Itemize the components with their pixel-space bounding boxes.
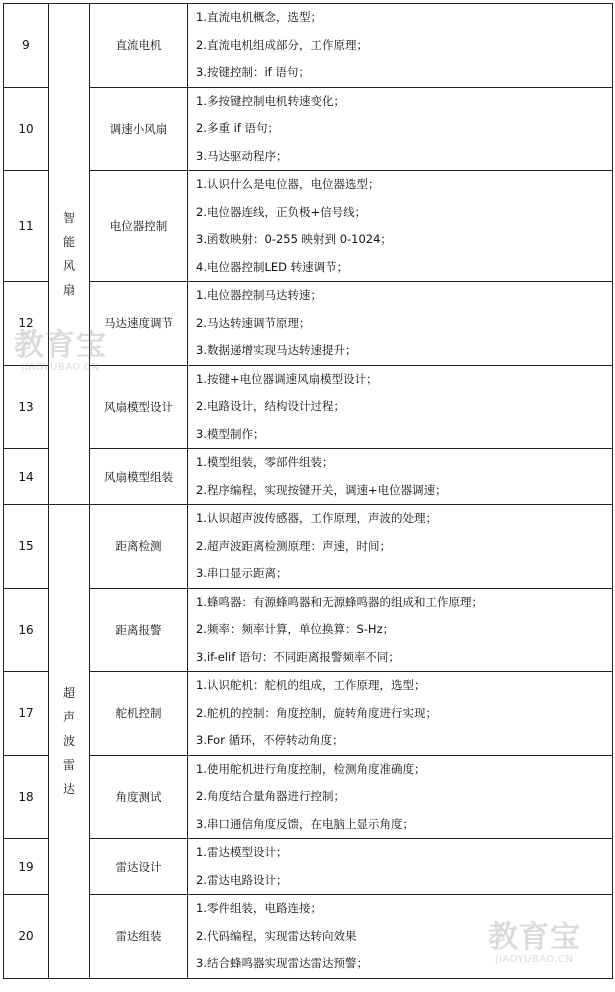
lesson-content: [188, 588, 613, 672]
lesson-content: [188, 755, 613, 839]
table-row: [4, 449, 613, 505]
watermark-sub: JIAOYUBAO.CN: [495, 954, 574, 965]
content-line: 1.使用舵机进行角度控制，检测角度准确度；: [196, 761, 426, 776]
content-line: 2.直流电机组成部分，工作原理；: [196, 37, 368, 52]
lesson-topic: 电位器控制: [90, 171, 188, 282]
lesson-number: 9: [4, 4, 49, 88]
lesson-topic: 距离报警: [90, 588, 188, 672]
lesson-topic: 调速小风扇: [90, 87, 188, 171]
content-line: 2.舵机的控制：角度控制，旋转角度进行实现；: [196, 705, 437, 720]
table-row: [4, 839, 613, 895]
lesson-content: [188, 839, 613, 895]
lesson-topic: 雷达设计: [90, 839, 188, 895]
lesson-content: [188, 171, 613, 282]
table-row: [4, 365, 613, 449]
content-line: 3.串口通信角度反馈，在电脑上显示角度；: [196, 816, 414, 831]
module-group-label: 超声波雷达: [62, 686, 75, 797]
table-row: [4, 505, 613, 589]
lesson-number: 20: [4, 895, 49, 979]
content-line: 3.结合蜂鸣器实现雷达雷达预警；: [196, 956, 368, 970]
content-line: 1.零件组装，电路连接；: [196, 901, 322, 915]
lesson-number: 18: [4, 755, 49, 839]
lesson-number: 13: [4, 365, 49, 449]
table-row: [4, 672, 613, 756]
content-line: 3.串口显示距离；: [196, 566, 288, 580]
content-line: 2.角度结合量角器进行控制；: [196, 789, 345, 803]
lesson-number: 12: [4, 282, 49, 366]
module-group-cell: [49, 505, 90, 979]
lesson-content: [188, 672, 613, 756]
content-line: 3.马达驱动程序；: [196, 148, 288, 163]
content-line: 3.按键控制：if 语句；: [196, 65, 310, 79]
content-line: 2.代码编程，实现雷达转向效果: [196, 928, 357, 943]
content-line: 2.多重 if 语句；: [196, 121, 280, 135]
lesson-content: [188, 505, 613, 589]
content-line: 1.直流电机概念，选型；: [196, 10, 322, 24]
content-line: 2.频率：频率计算，单位换算：S-Hz；: [196, 622, 395, 636]
content-line: 1.按键+电位器调速风扇模型设计；: [196, 371, 378, 386]
module-group-label: 智能风扇: [62, 211, 75, 297]
content-line: 2.雷达电路设计；: [196, 872, 288, 887]
lesson-topic: 舵机控制: [90, 672, 188, 756]
lesson-content: [188, 282, 613, 366]
table-row: [4, 755, 613, 839]
content-line: 1.认识舵机：舵机的组成，工作原理，选型；: [196, 678, 426, 692]
lesson-number: 16: [4, 588, 49, 672]
lesson-topic: 直流电机: [90, 4, 188, 88]
lesson-content: [188, 895, 613, 979]
watermark-main: 教育宝: [488, 920, 581, 955]
lesson-topic: 风扇模型设计: [90, 365, 188, 449]
watermark-sub: JIAOYUBAO.CN: [21, 362, 100, 373]
lesson-number: 15: [4, 505, 49, 589]
table-row: [4, 171, 613, 282]
table-row: [4, 895, 613, 979]
watermark-main: 教育宝: [14, 328, 107, 363]
content-line: 3.For 循环，不停转动角度；: [196, 733, 344, 747]
course-table: [3, 3, 613, 979]
content-line: 1.模型组装，零部件组装；: [196, 455, 334, 469]
content-line: 2.电位器连线，正负极+信号线；: [196, 204, 367, 219]
content-line: 1.认识超声波传感器，工作原理，声波的处理；: [196, 511, 437, 525]
lesson-content: [188, 87, 613, 171]
lesson-content: [188, 365, 613, 449]
lesson-content: [188, 449, 613, 505]
lesson-number: 10: [4, 87, 49, 171]
content-line: 3.if-elif 语句：不同距离报警频率不同；: [196, 649, 400, 664]
lesson-number: 17: [4, 672, 49, 756]
content-line: 1.蜂鸣器：有源蜂鸣器和无源蜂鸣器的组成和工作原理；: [196, 594, 483, 609]
content-line: 2.马达转速调节原理；: [196, 315, 311, 330]
lesson-topic: 角度测试: [90, 755, 188, 839]
lesson-topic: 风扇模型组装: [90, 449, 188, 505]
lesson-topic: 距离检测: [90, 505, 188, 589]
content-line: 2.超声波距离检测原理：声速，时间；: [196, 538, 391, 553]
content-line: 3.函数映射：0-255 映射到 0-1024；: [196, 232, 392, 246]
content-line: 1.认识什么是电位器，电位器选型；: [196, 177, 380, 191]
lesson-topic: 马达速度调节: [90, 282, 188, 366]
table-row: [4, 4, 613, 88]
content-line: 1.雷达模型设计；: [196, 845, 288, 859]
module-group-cell: [49, 4, 90, 505]
content-line: 1.多按键控制电机转速变化；: [196, 93, 345, 108]
content-line: 4.电位器控制LED 转速调节；: [196, 259, 349, 274]
content-line: 2.电路设计，结构设计过程；: [196, 399, 345, 413]
lesson-content: [188, 4, 613, 88]
table-row: [4, 588, 613, 672]
content-line: 1.电位器控制马达转速；: [196, 288, 322, 302]
content-line: 3.模型制作；: [196, 426, 265, 441]
lesson-number: 14: [4, 449, 49, 505]
table-row: [4, 282, 613, 366]
content-line: 2.程序编程，实现按键开关，调速+电位器调速；: [196, 482, 447, 497]
lesson-number: 19: [4, 839, 49, 895]
content-line: 3.数据递增实现马达转速提升；: [196, 343, 357, 357]
lesson-number: 11: [4, 171, 49, 282]
table-row: [4, 87, 613, 171]
lesson-topic: 雷达组装: [90, 895, 188, 979]
